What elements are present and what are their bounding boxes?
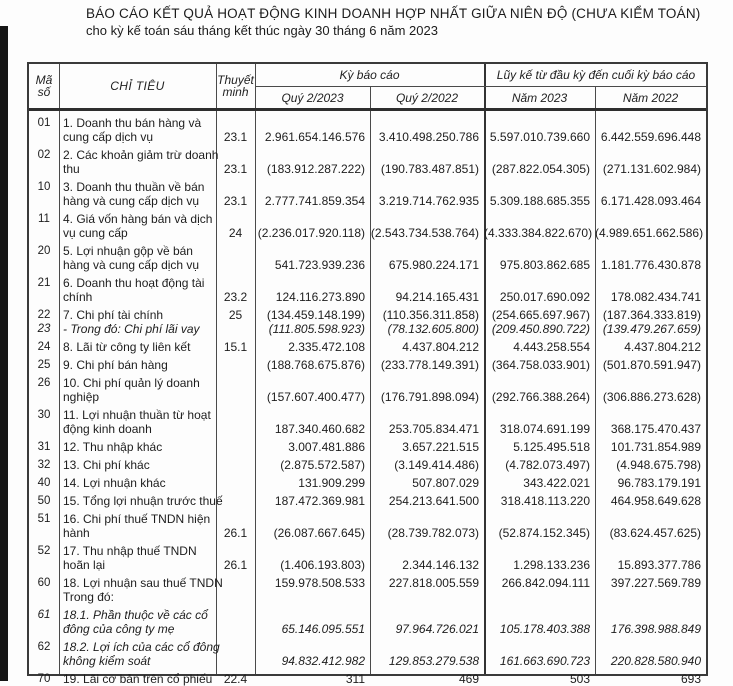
row-label: 15. Tổng lợi nhuận trước thuế xyxy=(63,494,223,508)
cell-value: (287.822.054.305) xyxy=(491,162,590,176)
row-note: 15.1 xyxy=(223,340,248,354)
row-code: 61 xyxy=(37,609,51,621)
table-row-line xyxy=(29,290,706,304)
cell-value: (183.912.287.222) xyxy=(266,162,365,176)
row-note: 23.1 xyxy=(223,130,248,144)
header-q2-2022: Quý 2/2022 xyxy=(395,90,459,105)
cell-value: 5.125.495.518 xyxy=(513,440,590,454)
row-label: hàng và cung cấp dịch vụ xyxy=(63,194,200,208)
cell-value: (3.149.414.486) xyxy=(394,458,479,472)
cell-value: 101.731.854.989 xyxy=(610,440,701,454)
cell-value xyxy=(370,590,484,604)
cell-value xyxy=(370,116,484,130)
header-group-period: Kỳ báo cáo xyxy=(339,68,400,82)
cell-value: 96.783.179.191 xyxy=(617,476,701,490)
header-code: Mã số xyxy=(35,73,53,99)
row-label: hành xyxy=(63,526,90,540)
header-item: CHỈ TIÊU xyxy=(110,79,165,93)
cell-value xyxy=(370,608,484,622)
cell-value: 124.116.273.890 xyxy=(275,290,365,304)
row-code xyxy=(29,162,59,176)
row-code: 01 xyxy=(37,117,51,129)
row-note xyxy=(216,654,255,668)
row-code: 25 xyxy=(37,359,51,371)
cell-value xyxy=(370,180,484,194)
cell-value: 187.472.369.981 xyxy=(274,494,365,508)
table-row-line xyxy=(29,322,706,336)
row-note: 23.1 xyxy=(223,162,248,176)
cell-value: (78.132.605.800) xyxy=(387,322,479,336)
row-label: 13. Chi phí khác xyxy=(63,458,150,472)
header-year-2022: Năm 2022 xyxy=(622,90,679,105)
row-label: 11. Lợi nhuận thuần từ hoạt xyxy=(63,408,211,422)
row-note xyxy=(216,276,255,290)
cell-value: 469 xyxy=(458,672,479,686)
cell-value: 254.213.641.500 xyxy=(388,494,479,508)
cell-value: 15.893.377.786 xyxy=(617,558,701,572)
row-note: 26.1 xyxy=(223,558,248,572)
cell-value: 94.214.165.431 xyxy=(395,290,479,304)
row-label: 5. Lợi nhuận gộp về bán xyxy=(63,244,193,258)
table-row-line xyxy=(29,544,706,558)
table-row-line xyxy=(29,512,706,526)
row-code: 24 xyxy=(37,341,51,353)
row-label: 9. Chi phí bán hàng xyxy=(63,358,168,372)
cell-value xyxy=(484,408,595,422)
row-code xyxy=(29,654,59,668)
table-row-line xyxy=(29,422,706,436)
row-note xyxy=(216,180,255,194)
row-note xyxy=(216,212,255,226)
row-note: 23.2 xyxy=(223,290,248,304)
table-row-line xyxy=(29,258,706,272)
table-row-line xyxy=(29,376,706,390)
cell-value: 220.828.580.940 xyxy=(610,654,701,668)
cell-value xyxy=(595,376,706,390)
row-label: 4. Giá vốn hàng bán và dịch xyxy=(63,212,213,226)
cell-value xyxy=(370,244,484,258)
cell-value: 227.818.005.559 xyxy=(388,576,479,590)
cell-value xyxy=(255,244,370,258)
row-label: 10. Chi phí quản lý doanh xyxy=(63,376,200,390)
cell-value: 3.007.481.886 xyxy=(288,440,365,454)
cell-value xyxy=(484,640,595,654)
cell-value: (190.783.487.851) xyxy=(380,162,479,176)
cell-value: (110.356.311.858) xyxy=(382,308,479,322)
table-row-line xyxy=(29,390,706,404)
table-row-line xyxy=(29,494,706,508)
cell-value: 1.181.776.430.878 xyxy=(600,258,701,272)
row-code xyxy=(29,558,59,572)
cell-value: 318.418.113.220 xyxy=(500,494,590,508)
cell-value xyxy=(255,376,370,390)
cell-value xyxy=(370,148,484,162)
cell-value xyxy=(595,116,706,130)
cell-value: 975.803.862.685 xyxy=(499,258,590,272)
cell-value: 253.705.834.471 xyxy=(388,422,479,436)
cell-value xyxy=(255,180,370,194)
cell-value: (187.364.333.819) xyxy=(602,308,701,322)
cell-value: (501.870.591.947) xyxy=(602,358,701,372)
row-note: 23.1 xyxy=(223,194,248,208)
cell-value: (2.236.017.920.118) xyxy=(257,226,365,240)
row-note xyxy=(216,608,255,622)
row-code: 30 xyxy=(37,409,51,421)
cell-value: 6.171.428.093.464 xyxy=(600,194,701,208)
table-row-line xyxy=(29,212,706,226)
cell-value: (4.989.651.662.586) xyxy=(595,226,704,240)
cell-value: 2.777.741.859.354 xyxy=(264,194,365,208)
cell-value xyxy=(595,212,706,226)
cell-value xyxy=(595,148,706,162)
cell-value: (4.333.384.822.670) xyxy=(484,226,593,240)
cell-value xyxy=(255,276,370,290)
cell-value: 176.398.988.849 xyxy=(610,622,701,636)
cell-value: 5.597.010.739.660 xyxy=(489,130,590,144)
cell-value: 5.309.188.685.355 xyxy=(489,194,590,208)
cell-value xyxy=(255,608,370,622)
cell-value xyxy=(595,608,706,622)
table-row-line xyxy=(29,194,706,208)
table-row-line xyxy=(29,654,706,668)
table-row-line xyxy=(29,608,706,622)
cell-value: 6.442.559.696.448 xyxy=(600,130,701,144)
cell-value: 250.017.690.092 xyxy=(499,290,590,304)
cell-value: 266.842.094.111 xyxy=(501,576,590,590)
row-code: 23 xyxy=(37,323,51,335)
table-row-line xyxy=(29,672,706,686)
report-title: BÁO CÁO KẾT QUẢ HOẠT ĐỘNG KINH DOANH HỢP NHẤT GIỮA NIÊN ĐỘ (CHƯA KIỂM TOÁN) xyxy=(86,6,701,21)
cell-value xyxy=(370,544,484,558)
row-label: không kiểm soát xyxy=(63,654,151,668)
row-code: 21 xyxy=(37,277,51,289)
scan-artifact-strip xyxy=(0,26,8,681)
cell-value xyxy=(255,512,370,526)
cell-value xyxy=(370,512,484,526)
cell-value xyxy=(484,180,595,194)
cell-value: (271.131.602.984) xyxy=(602,162,701,176)
cell-value xyxy=(595,244,706,258)
cell-value: 1.298.133.236 xyxy=(513,558,590,572)
row-note xyxy=(216,408,255,422)
row-label: chính xyxy=(63,290,93,304)
cell-value: 318.074.691.199 xyxy=(499,422,590,436)
cell-value xyxy=(370,640,484,654)
row-note xyxy=(216,148,255,162)
row-code: 10 xyxy=(37,181,51,193)
row-code: 70 xyxy=(37,673,51,685)
row-code xyxy=(29,194,59,208)
cell-value: (233.778.149.391) xyxy=(380,358,479,372)
cell-value: (364.758.033.901) xyxy=(491,358,590,372)
row-label: 19. Lãi cơ bản trên cổ phiếu xyxy=(63,672,213,686)
cell-value xyxy=(255,590,370,604)
cell-value xyxy=(255,544,370,558)
row-label: thu xyxy=(63,162,80,176)
cell-value xyxy=(484,244,595,258)
cell-value: (111.805.598.923) xyxy=(268,322,365,336)
table-row-line xyxy=(29,622,706,636)
cell-value: (52.874.152.345) xyxy=(498,526,590,540)
row-note xyxy=(216,258,255,272)
cell-value xyxy=(370,376,484,390)
row-note xyxy=(216,640,255,654)
row-code: 60 xyxy=(37,577,51,589)
row-code: 11 xyxy=(38,213,50,225)
row-note xyxy=(216,476,255,490)
cell-value xyxy=(595,512,706,526)
cell-value: 503 xyxy=(569,672,590,686)
row-code: 31 xyxy=(37,441,51,453)
row-label: hàng và cung cấp dịch vụ xyxy=(63,258,200,272)
row-note xyxy=(216,390,255,404)
row-note xyxy=(216,590,255,604)
cell-value: 178.082.434.741 xyxy=(610,290,701,304)
row-code xyxy=(29,130,59,144)
row-label: 7. Chi phí tài chính xyxy=(63,308,164,322)
cell-value: 675.980.224.171 xyxy=(388,258,479,272)
cell-value xyxy=(484,116,595,130)
table-row-line xyxy=(29,276,706,290)
row-label: - Trong đó: Chi phí lãi vay xyxy=(63,322,200,336)
table-row-line xyxy=(29,590,706,604)
row-label: 18.1. Phần thuộc về các cổ xyxy=(63,608,208,622)
row-note xyxy=(216,244,255,258)
row-label: 3. Doanh thu thuần về bán xyxy=(63,180,205,194)
table-row-line xyxy=(29,148,706,162)
cell-value xyxy=(484,590,595,604)
cell-value: 311 xyxy=(345,672,365,686)
cell-value xyxy=(370,212,484,226)
header-note: Thuyết minh xyxy=(217,73,254,99)
cell-value xyxy=(484,276,595,290)
cell-value: (134.459.148.199) xyxy=(266,308,365,322)
row-note xyxy=(216,422,255,436)
row-label: 18.2. Lợi ích của các cổ đông xyxy=(63,640,220,654)
row-label: vụ cung cấp xyxy=(63,226,128,240)
table-row-line xyxy=(29,408,706,422)
row-code xyxy=(29,526,59,540)
cell-value xyxy=(484,608,595,622)
cell-value xyxy=(255,640,370,654)
row-code xyxy=(29,258,59,272)
row-note xyxy=(216,116,255,130)
row-label: Trong đó: xyxy=(63,590,114,604)
cell-value: 464.958.649.628 xyxy=(610,494,701,508)
cell-value xyxy=(595,276,706,290)
cell-value: 4.443.258.554 xyxy=(513,340,590,354)
cell-value: 3.219.714.762.935 xyxy=(378,194,479,208)
row-note xyxy=(216,544,255,558)
cell-value: (306.886.273.628) xyxy=(602,390,701,404)
cell-value: (176.791.898.094) xyxy=(380,390,479,404)
row-note xyxy=(216,358,255,372)
cell-value xyxy=(484,212,595,226)
cell-value xyxy=(255,116,370,130)
cell-value: (4.948.675.798) xyxy=(616,458,701,472)
row-label: 1. Doanh thu bán hàng và xyxy=(63,116,202,130)
cell-value: 4.437.804.212 xyxy=(624,340,701,354)
table-row-line xyxy=(29,576,706,590)
table-row-line xyxy=(29,440,706,454)
table-row-line xyxy=(29,226,706,240)
row-note xyxy=(216,440,255,454)
cell-value: 343.422.021 xyxy=(523,476,590,490)
cell-value: 65.146.095.551 xyxy=(281,622,365,636)
cell-value xyxy=(255,148,370,162)
row-code xyxy=(29,390,59,404)
cell-value xyxy=(595,640,706,654)
cell-value: (254.665.697.967) xyxy=(491,308,590,322)
row-note xyxy=(216,576,255,590)
report-subtitle: cho kỳ kế toán sáu tháng kết thúc ngày 30 tháng 6 năm 2023 xyxy=(86,23,438,38)
cell-value: (139.479.267.659) xyxy=(602,322,701,336)
row-code: 50 xyxy=(37,495,51,507)
row-note: 24 xyxy=(228,226,243,240)
cell-value: 105.178.403.388 xyxy=(499,622,590,636)
table-row-line xyxy=(29,162,706,176)
cell-value xyxy=(255,212,370,226)
row-code xyxy=(29,590,59,604)
table-row-line xyxy=(29,640,706,654)
cell-value: (2.875.572.587) xyxy=(280,458,365,472)
table-row-line xyxy=(29,116,706,130)
table-row-line xyxy=(29,526,706,540)
income-statement-table xyxy=(27,62,708,686)
cell-value: 507.807.029 xyxy=(412,476,479,490)
table-row-line xyxy=(29,340,706,354)
row-code xyxy=(29,422,59,436)
cell-value xyxy=(484,148,595,162)
row-code: 22 xyxy=(37,309,51,321)
row-note xyxy=(216,458,255,472)
cell-value: 4.437.804.212 xyxy=(402,340,479,354)
row-code xyxy=(29,622,59,636)
row-label: 8. Lãi từ công ty liên kết xyxy=(63,340,191,354)
cell-value: 2.961.654.146.576 xyxy=(264,130,365,144)
header-q2-2023: Quý 2/2023 xyxy=(281,90,344,105)
row-code: 26 xyxy=(37,377,51,389)
cell-value: (209.450.890.722) xyxy=(491,322,590,336)
row-note: 26.1 xyxy=(223,526,248,540)
row-label: 12. Thu nhập khác xyxy=(63,440,163,454)
cell-value: 94.832.412.982 xyxy=(281,654,365,668)
cell-value xyxy=(595,590,706,604)
header-group-cumulative: Lũy kế từ đầu kỳ đến cuối kỳ báo cáo xyxy=(496,68,696,82)
cell-value: 3.657.221.515 xyxy=(402,440,479,454)
row-note xyxy=(216,622,255,636)
row-label: 2. Các khoản giảm trừ doanh xyxy=(63,148,219,162)
row-code xyxy=(29,226,59,240)
row-code: 62 xyxy=(37,641,51,653)
row-code xyxy=(29,290,59,304)
row-code: 20 xyxy=(37,245,51,257)
row-note xyxy=(216,322,255,336)
row-label: đông của công ty mẹ xyxy=(63,622,175,636)
cell-value: (4.782.073.497) xyxy=(505,458,590,472)
row-note xyxy=(216,512,255,526)
cell-value: 159.978.508.533 xyxy=(274,576,365,590)
cell-value xyxy=(484,544,595,558)
row-label: 16. Chi phí thuế TNDN hiện xyxy=(63,512,211,526)
cell-value: 161.663.690.723 xyxy=(499,654,590,668)
cell-value: 2.344.146.132 xyxy=(402,558,479,572)
cell-value xyxy=(484,512,595,526)
row-code: 40 xyxy=(37,477,51,489)
header-year-2023: Năm 2023 xyxy=(511,90,568,105)
row-label: hoãn lại xyxy=(63,558,106,572)
row-note xyxy=(216,494,255,508)
cell-value xyxy=(484,376,595,390)
table-body xyxy=(29,111,706,686)
table-row-line xyxy=(29,244,706,258)
table-row-line xyxy=(29,558,706,572)
table-row-line xyxy=(29,476,706,490)
cell-value: 397.227.569.789 xyxy=(610,576,701,590)
cell-value: 3.410.498.250.786 xyxy=(378,130,479,144)
cell-value xyxy=(595,180,706,194)
cell-value xyxy=(370,276,484,290)
table-row-line xyxy=(29,130,706,144)
cell-value xyxy=(595,408,706,422)
row-label: động kinh doanh xyxy=(63,422,152,436)
cell-value: 97.964.726.021 xyxy=(395,622,479,636)
table-row-line xyxy=(29,358,706,372)
cell-value xyxy=(595,544,706,558)
cell-value: 368.175.470.437 xyxy=(610,422,701,436)
cell-value: (28.739.782.073) xyxy=(387,526,479,540)
cell-value: 541.723.939.236 xyxy=(274,258,365,272)
row-label: 14. Lợi nhuận khác xyxy=(63,476,166,490)
cell-value: (83.624.457.625) xyxy=(609,526,701,540)
cell-value xyxy=(370,408,484,422)
row-code: 52 xyxy=(37,545,51,557)
cell-value: 693 xyxy=(680,672,701,686)
cell-value: 2.335.472.108 xyxy=(288,340,365,354)
cell-value: (1.406.193.803) xyxy=(280,558,365,572)
table-row-line xyxy=(29,458,706,472)
table-row-line xyxy=(29,308,706,322)
row-code: 32 xyxy=(37,459,51,471)
row-label: cung cấp dịch vụ xyxy=(63,130,154,144)
row-code: 02 xyxy=(37,149,51,161)
table-row-line xyxy=(29,180,706,194)
cell-value: 129.853.279.538 xyxy=(388,654,479,668)
cell-value: (157.607.400.477) xyxy=(266,390,365,404)
cell-value: (292.766.388.264) xyxy=(491,390,590,404)
cell-value: (2.543.734.538.764) xyxy=(370,226,479,240)
cell-value: (188.768.675.876) xyxy=(266,358,365,372)
row-label: 6. Doanh thu hoạt động tài xyxy=(63,276,205,290)
cell-value: 131.909.299 xyxy=(298,476,365,490)
row-note xyxy=(216,376,255,390)
row-code: 51 xyxy=(37,513,51,525)
row-note: 22.4 xyxy=(223,672,248,686)
cell-value: (26.087.667.645) xyxy=(273,526,365,540)
row-label: nghiệp xyxy=(63,390,100,404)
row-label: 17. Thu nhập thuế TNDN xyxy=(63,544,197,558)
row-note: 25 xyxy=(228,308,243,322)
cell-value: 187.340.460.682 xyxy=(274,422,365,436)
row-label: 18. Lợi nhuận sau thuế TNDN xyxy=(63,576,223,590)
cell-value xyxy=(255,408,370,422)
